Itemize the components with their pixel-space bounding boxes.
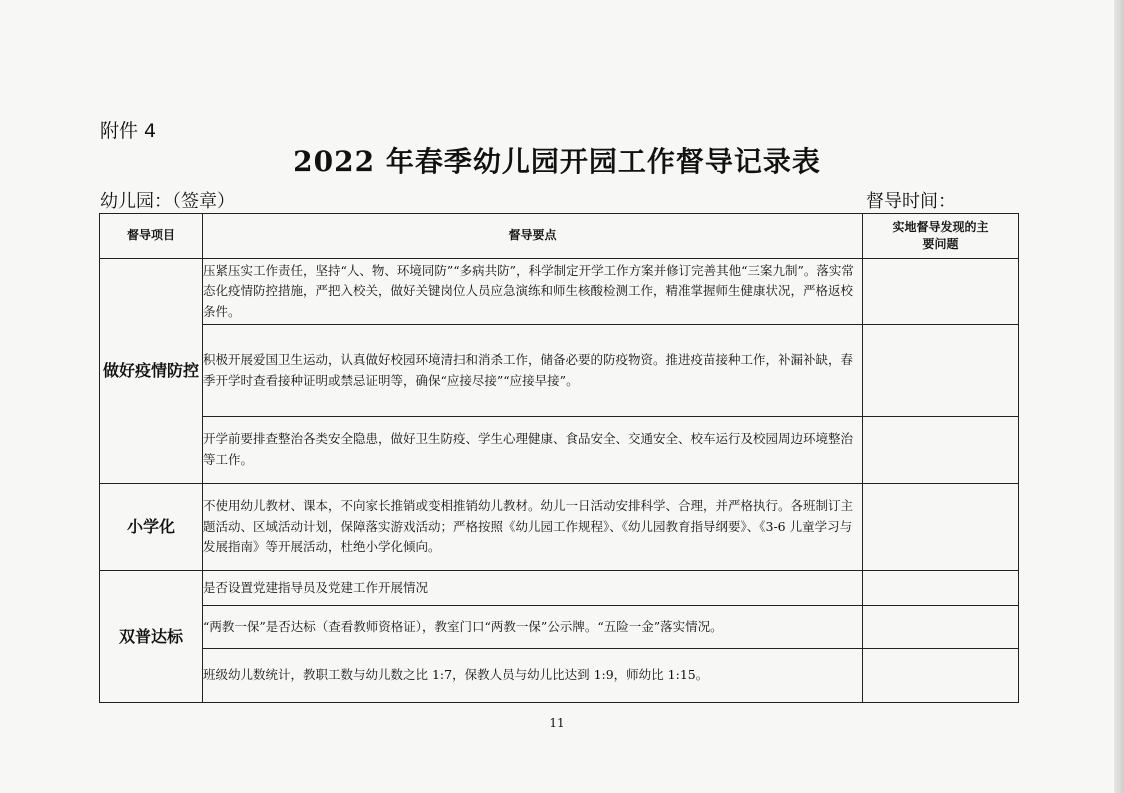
column-header-points: 督导要点 (203, 214, 863, 259)
item-epidemic-prevention: 做好疫情防控 (100, 259, 203, 484)
scan-page-edge (1114, 0, 1124, 793)
table-row (100, 417, 1019, 484)
table-header-row (100, 214, 1019, 259)
point-text: 是否设置党建指导员及党建工作开展情况 (203, 571, 863, 606)
finding-cell[interactable] (863, 484, 1019, 571)
point-text: 不使用幼儿教材、课本，不向家长推销或变相推销幼儿教材。幼儿一日活动安排科学、合理，并严格执行。各班制订主题活动、区域活动计划，保障落实游戏活动；严格按照《幼儿园工作规程》、《幼儿园教育指导纲要》、《3-6 儿童学习与发展指南》等开展活动，杜绝小学化倾向。 (203, 484, 863, 571)
finding-cell[interactable] (863, 606, 1019, 649)
column-header-findings (863, 214, 1019, 259)
finding-cell[interactable] (863, 325, 1019, 417)
table-row (100, 259, 1019, 325)
point-text: 压紧压实工作责任，坚持“人、物、环境同防”“多病共防”，科学制定开学工作方案并修订完善其他“三案九制”。落实常态化疫情防控措施，严把入校关，做好关键岗位人员应急演练和师生核酸检测工作，精准掌握师生健康状况，严格返校条件。 (203, 259, 863, 325)
page-title: 2022 年春季幼儿园开园工作督导记录表 (293, 145, 821, 178)
point-text: “两教一保”是否达标（查看教师资格证），教室门口“两教一保”公示牌。“五险一金”落实情况。 (203, 606, 863, 649)
item-primary-schooling: 小学化 (100, 484, 203, 571)
point-text: 积极开展爱国卫生运动，认真做好校园环境清扫和消杀工作，储备必要的防疫物资。推进疫苗接种工作，补漏补缺，春季开学时查看接种证明或禁忌证明等，确保“应接尽接”“应接早接”。 (203, 325, 863, 417)
column-header-findings-text: 实地督导发现的主要问题 (892, 219, 989, 251)
item-dual-universal-standards: 双普达标 (100, 571, 203, 703)
inspection-record-table (99, 213, 1019, 703)
attachment-label: 附件 4 (100, 120, 157, 142)
finding-cell[interactable] (863, 417, 1019, 484)
table-row (100, 325, 1019, 417)
table-row (100, 649, 1019, 703)
point-text: 班级幼儿数统计，教职工数与幼儿数之比 1:7，保教人员与幼儿比达到 1:9，师幼比 1:15。 (203, 649, 863, 703)
finding-cell[interactable] (863, 259, 1019, 325)
table-row (100, 571, 1019, 606)
finding-cell[interactable] (863, 571, 1019, 606)
point-text: 开学前要排查整治各类安全隐患，做好卫生防疫、学生心理健康、食品安全、交通安全、校车运行及校园周边环境整治等工作。 (203, 417, 863, 484)
kindergarten-label: 幼儿园：（签章） (100, 191, 235, 212)
column-header-item: 督导项目 (100, 214, 203, 259)
page-number: 11 (549, 716, 565, 730)
table-row (100, 606, 1019, 649)
finding-cell[interactable] (863, 649, 1019, 703)
table-row (100, 484, 1019, 571)
inspection-time-label: 督导时间： (866, 191, 956, 212)
